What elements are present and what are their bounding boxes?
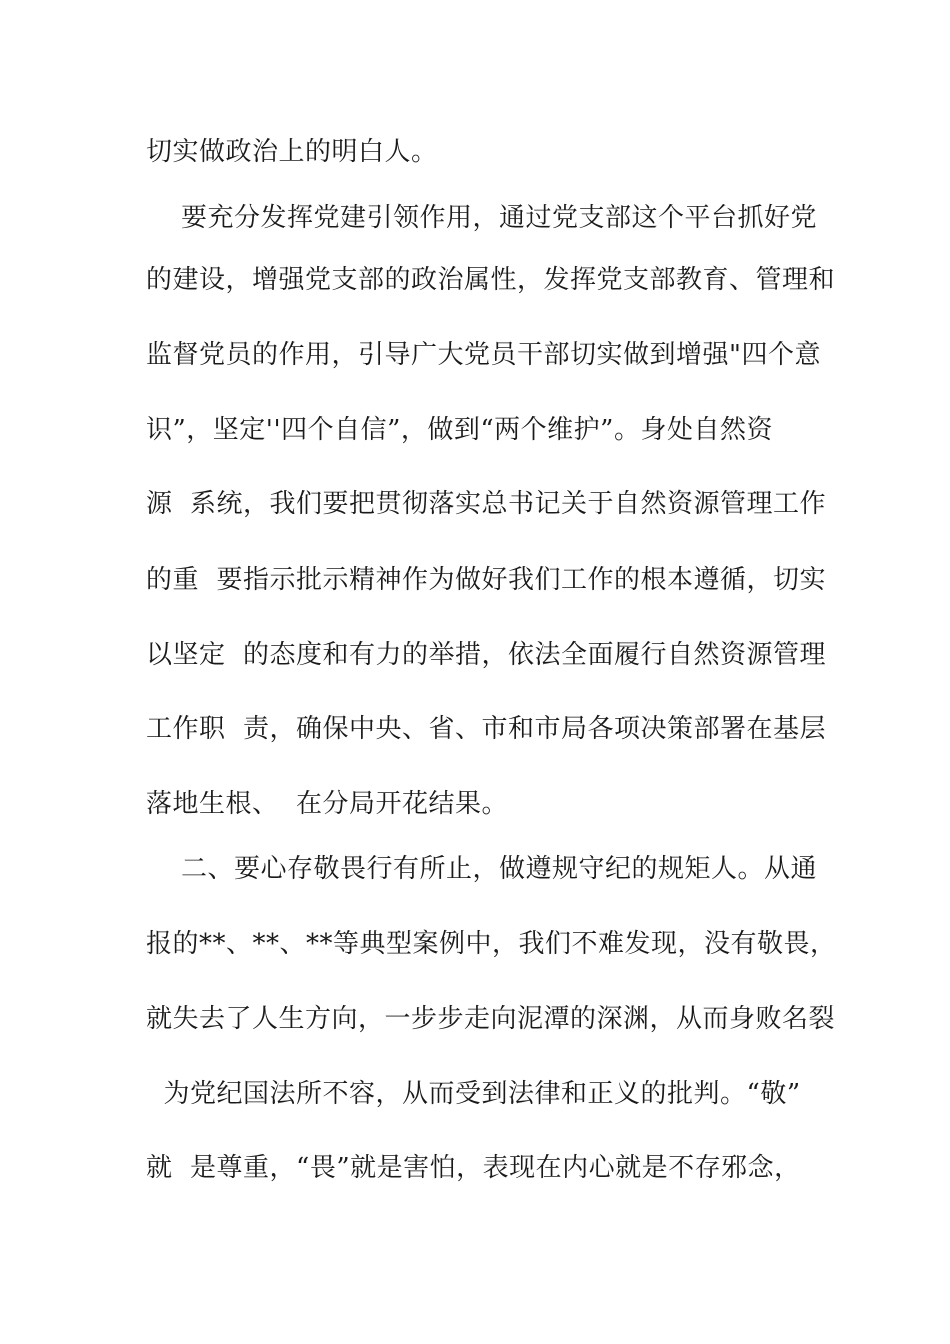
text-line: 为党纪国法所不容，从而受到法律和正义的批判。“敬” (146, 1079, 801, 1109)
text-line: 监督党员的作用，引导广大党员干部切实做到增强"四个意 (146, 340, 821, 370)
text-line: 就 是尊重，“畏”就是害怕，表现在内心就是不存邪念， (146, 1153, 801, 1183)
text-line: 落地生根、 在分局开花结果。 (146, 789, 509, 819)
text-line: 就失去了人生方向，一步步走向泥潭的深渊，从而身败名裂 (146, 1004, 836, 1034)
text-line: 工作职 责，确保中央、省、市和市局各项决策部署在基层 (146, 714, 827, 744)
text-line: 以坚定 的态度和有力的举措，依法全面履行自然资源管理 (146, 640, 827, 670)
text-line: 报的**、**、**等典型案例中，我们不难发现，没有敬畏， (146, 929, 837, 959)
text-line: 源 系统，我们要把贯彻落实总书记关于自然资源管理工作 (146, 489, 827, 519)
text-line: 切实做政治上的明白人。 (146, 137, 438, 167)
text-line: 的建设，增强党支部的政治属性，发挥党支部教育、管理和 (146, 265, 836, 295)
text-line: 要充分发挥党建引领作用，通过党支部这个平台抓好党 (146, 203, 818, 233)
text-line: 识”，坚定''四个自信”，做到“两个维护”。身处自然资 (146, 415, 773, 445)
text-line: 二、要心存敬畏行有所止，做遵规守纪的规矩人。从通 (146, 854, 818, 884)
text-line: 的重 要指示批示精神作为做好我们工作的根本遵循，切实 (146, 565, 827, 595)
